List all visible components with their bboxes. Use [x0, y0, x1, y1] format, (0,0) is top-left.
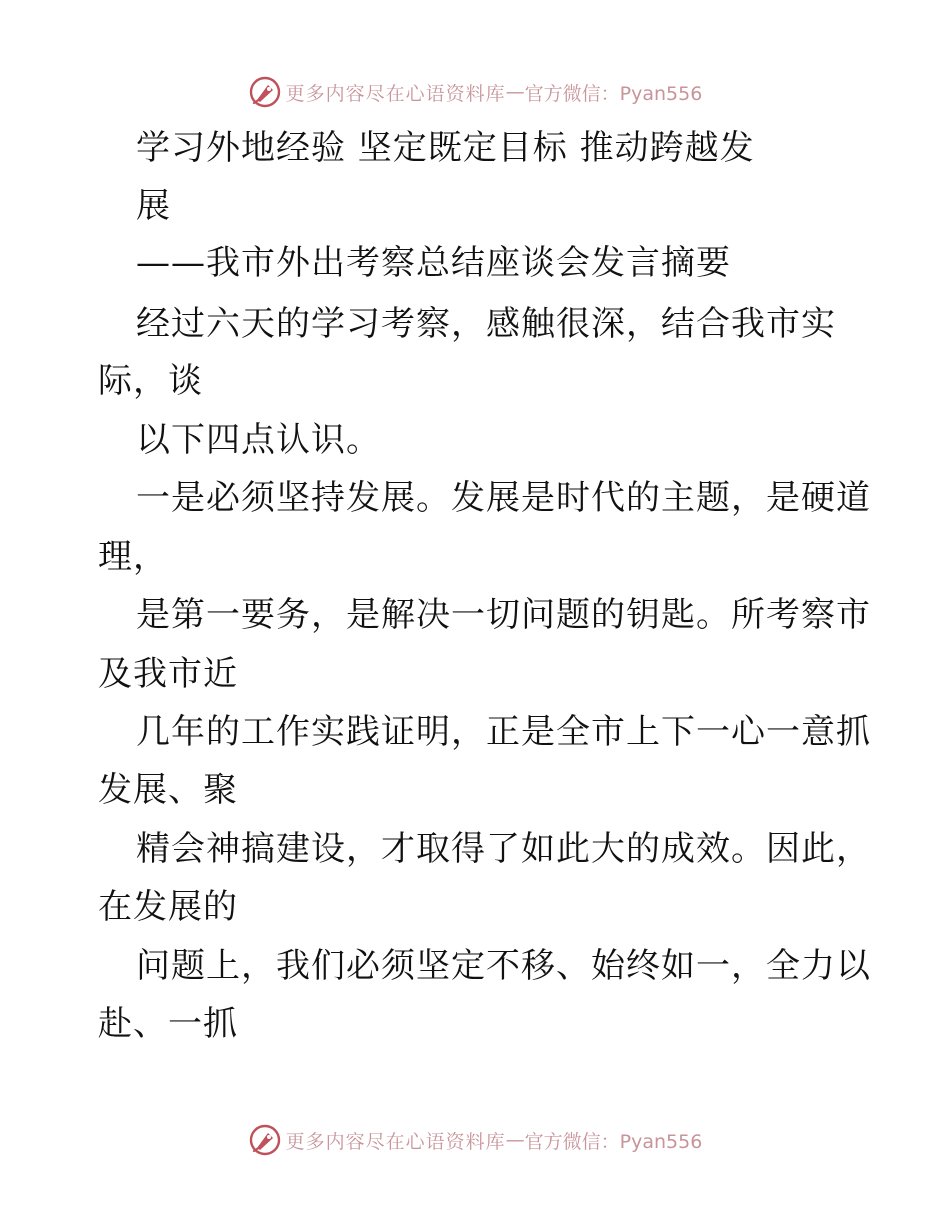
header-banner	[0, 72, 950, 112]
header-separator: —	[505, 81, 525, 103]
paragraph-line: 几年的工作实践证明，正是全市上下一心一意抓	[136, 712, 871, 752]
document-subtitle: ——我市外出考察总结座谈会发言摘要	[136, 243, 731, 283]
footer-banner	[0, 1120, 950, 1160]
paragraph-line: 经过六天的学习考察，感触很深，结合我市实	[136, 304, 836, 344]
header-promo-text: 更多内容尽在心语资料库	[285, 82, 506, 105]
document-title-line-2: 展	[136, 186, 171, 226]
header-contact-text: 官方微信：Pyan556	[524, 82, 703, 105]
footer-promo-text: 更多内容尽在心语资料库	[285, 1130, 506, 1153]
paragraph-line: 际，谈	[98, 361, 203, 401]
footer-separator: —	[505, 1129, 525, 1151]
paragraph-line: 精会神搞建设，才取得了如此大的成效。因此，	[136, 829, 871, 869]
paragraph-line: 在发展的	[98, 887, 238, 927]
paragraph-line: 及我市近	[98, 654, 238, 694]
paragraph-line: 一是必须坚持发展。发展是时代的主题，是硬道	[136, 478, 871, 518]
pen-nib-logo-icon	[248, 75, 282, 109]
paragraph-line: 理，	[98, 537, 168, 577]
footer-contact-text: 官方微信：Pyan556	[524, 1130, 703, 1153]
document-title-line-1: 学习外地经验 坚定既定目标 推动跨越发	[136, 128, 755, 168]
paragraph-line: 以下四点认识。	[136, 420, 381, 460]
paragraph-line: 发展、聚	[98, 770, 238, 810]
paragraph-line: 是第一要务，是解决一切问题的钥匙。所考察市	[136, 595, 871, 635]
paragraph-line: 问题上，我们必须坚定不移、始终如一，全力以	[136, 946, 871, 986]
paragraph-line: 赴、一抓	[98, 1004, 238, 1044]
pen-nib-logo-icon	[248, 1123, 282, 1157]
